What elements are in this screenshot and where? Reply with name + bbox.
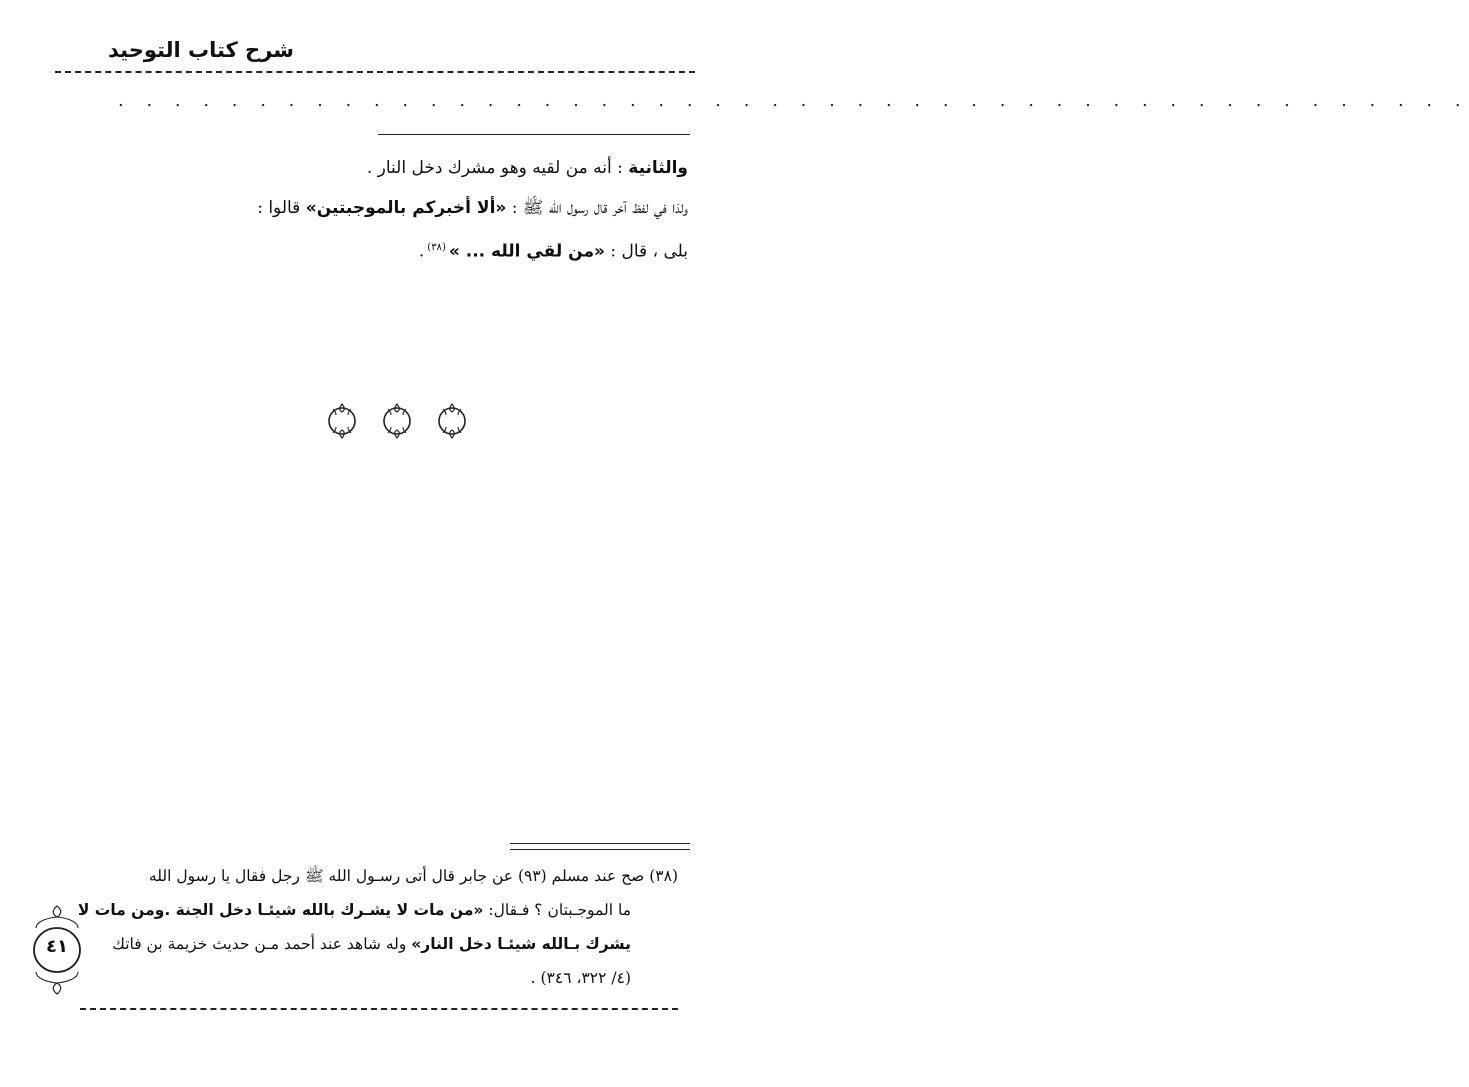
footnote-line-2: [71, 898, 631, 922]
hadith-quote: «ألا أخبركم بالموجبتين»: [305, 198, 507, 218]
page-number: ٤١: [46, 936, 68, 957]
paragraph-tail: قالوا :: [257, 198, 306, 218]
body-paragraph-2: [68, 196, 688, 220]
footnote-line-1: (٣٨) صح عند مسلم (٩٣) عن جابر قال أتى رسـول الله ﷺ رجل فقال يا رسول الله: [148, 867, 678, 885]
footer-dashed-rule: [80, 1008, 678, 1010]
hadith-quote: «من لقي الله ... »: [448, 241, 605, 262]
section-rule: [378, 134, 690, 135]
footnote-hadith: يشرك بـالله شيئـا دخل النار»: [411, 935, 631, 953]
floral-ornament-icon: [377, 400, 417, 440]
paragraph-text: : أنه من لقيه وهو مشرك دخل النار .: [366, 158, 629, 178]
paragraph-lead: بلى ، قال :: [604, 241, 688, 262]
floral-ornament-icon: [322, 400, 362, 440]
body-paragraph-3: [68, 236, 688, 264]
paragraph-lead: ولذا في لفظ آخر قال رسول الله ﷺ :: [506, 198, 688, 218]
footnote-line-3: [71, 932, 631, 956]
footnote-text: وله شاهد عند أحمد مـن حديث خزيمة بن فاتك: [112, 935, 412, 953]
footnote-reference: (٣٨): [427, 242, 446, 253]
dotted-separator: . . . . . . . . . . . . . . . . . . . . . . . . . . . . . . . . . . . . . . . . . . . . . . . .: [118, 90, 1469, 111]
section-ornaments: [322, 400, 472, 442]
footnote-rule: [510, 849, 690, 850]
sentence-end: .: [418, 241, 425, 262]
footnote-text: ما الموجـبتان ؟ فـقال:: [483, 901, 631, 919]
floral-ornament-icon: [432, 400, 472, 440]
header-dashed-rule: [55, 71, 695, 73]
footnote-rule: [510, 843, 690, 844]
footnote-line-4: (٤/ ٣٢٢، ٣٤٦) .: [530, 969, 631, 987]
body-paragraph-1: [68, 156, 688, 180]
running-title: شرح كتاب التوحيد: [108, 38, 294, 62]
footnote-hadith: «من مات لا يشـرك بالله شيئـا دخل الجنة .ومن مات لا: [77, 901, 484, 919]
paragraph-label: والثانية: [628, 158, 688, 178]
